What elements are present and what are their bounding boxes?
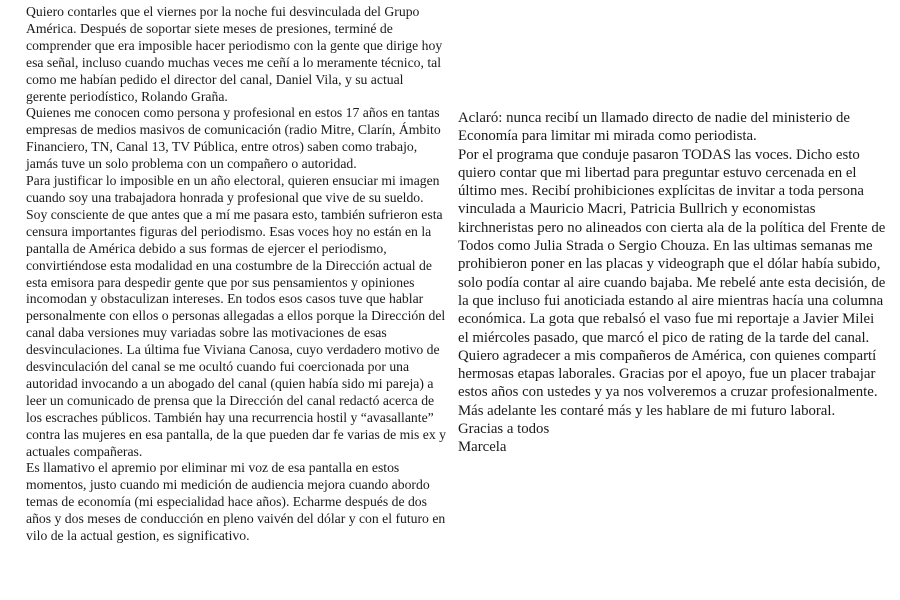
closing-line: Gracias a todos <box>458 421 550 438</box>
paragraph-timing: Es llamativo el apremio por eliminar mi voz de esa pantalla en estos momentos, justo cuando mi medición de audiencia mejora cuando abordo temas de economía (mi especialidad hace años). Echarme después de dos años y dos meses de conducción en pleno vaivén del dólar y con el futuro en vilo de la actual gestion, es significativo. <box>26 460 446 544</box>
paragraph-dismissal: Quiero contarles que el viernes por la noche fui desvinculada del Grupo América. Después de soportar siete meses de presiones, terminé de comprender que era imposible hacer periodismo con la gente que dirige hoy esa señal, incluso cuando muchas veces me ceñí a lo meramente técnico, tal como me habían pedido el director del canal, Daniel Vila, y su actual gerente periodístico, Rolando Graña. <box>26 4 443 104</box>
right-column <box>458 109 888 457</box>
paragraph-career: Quienes me conocen como persona y profesional en estos 17 años en tantas empresas de medios masivos de comunicación (radio Mitre, Clarín, Ámbito Financiero, TN, Canal 13, TV Pública, entre otros) saben como trabajo, jamás tuve un solo problema con un compañero o autoridad. <box>26 105 441 172</box>
paragraph-censorship: Para justificar lo imposible en un año electoral, quieren ensuciar mi imagen cuando soy una trabajadora honrada y profesional que vive de su sueldo. Soy consciente de que antes que a mí me pasara esto, también sufrieron esta censura importantes figuras del periodismo. Esas voces hoy no están en la pantalla de América debido a sus formas de ejercer el periodismo, convirtiéndose esta modalidad en una costumbre de la Dirección actual de esta emisora para despedir gente que por sus pensamientos y opiniones incomodan y obstaculizan intereses. En todos esos casos tuve que hablar personalmente con ellos o personas allegadas a ellos porque la Dirección del canal daba versiones muy variadas sobre las motivaciones de esas desvinculaciones. La última fue Viviana Canosa, cuyo verdadero motivo de desvinculación del canal se me ocultó cuando fui coercionada por una autoridad invocando a un abogado del canal (quien había sido mi pareja) a leer un comunicado de prensa que la Dirección del canal redactó acerca de los escraches públicos. También hay una recurrencia hostil y “avasallante” contra las mujeres en esa pantalla, de la que pueden dar fe varias de mis ex y actuales compañeras. <box>26 173 446 459</box>
paragraph-clarification: Aclaró: nunca recibí un llamado directo de nadie del ministerio de Economía para limitar mi mirada como periodista. <box>458 110 850 145</box>
left-column <box>26 4 446 545</box>
paragraph-future: Más adelante les contaré más y les hablare de mi futuro laboral. <box>458 402 836 419</box>
signature-name: Marcela <box>458 439 507 456</box>
paragraph-program-restrictions: Por el programa que conduje pasaron TODAS las voces. Dicho esto quiero contar que mi libertad para preguntar estuvo cercenada en el último mes. Recibí prohibiciones explícitas de invitar a toda persona vinculada a Mauricio Macri, Patricia Bullrich y economistas kirchneristas pero no alineados con cierta ala de la política del Frente de Todos como Julia Strada o Sergio Chouza. En las ultimas semanas me prohibieron poner en las placas y videograph que el dólar había subido, solo podía contar al aire cuando bajaba. Me rebelé ante esta decisión, de la que incluso fui anoticiada estando al aire mientras hacía una columna económica. La gota que rebalsó el vaso fue mi reportaje a Javier Milei el miércoles pasado, que marcó el pico de rating de la tarde del canal. <box>458 146 886 346</box>
paragraph-thanks: Quiero agradecer a mis compañeros de América, con quienes compartí hermosas etapas laborales. Gracias por el apoyo, fue un placer trabajar estos años con ustedes y ya nos volveremos a cruzar profesionalmente. <box>458 347 878 401</box>
